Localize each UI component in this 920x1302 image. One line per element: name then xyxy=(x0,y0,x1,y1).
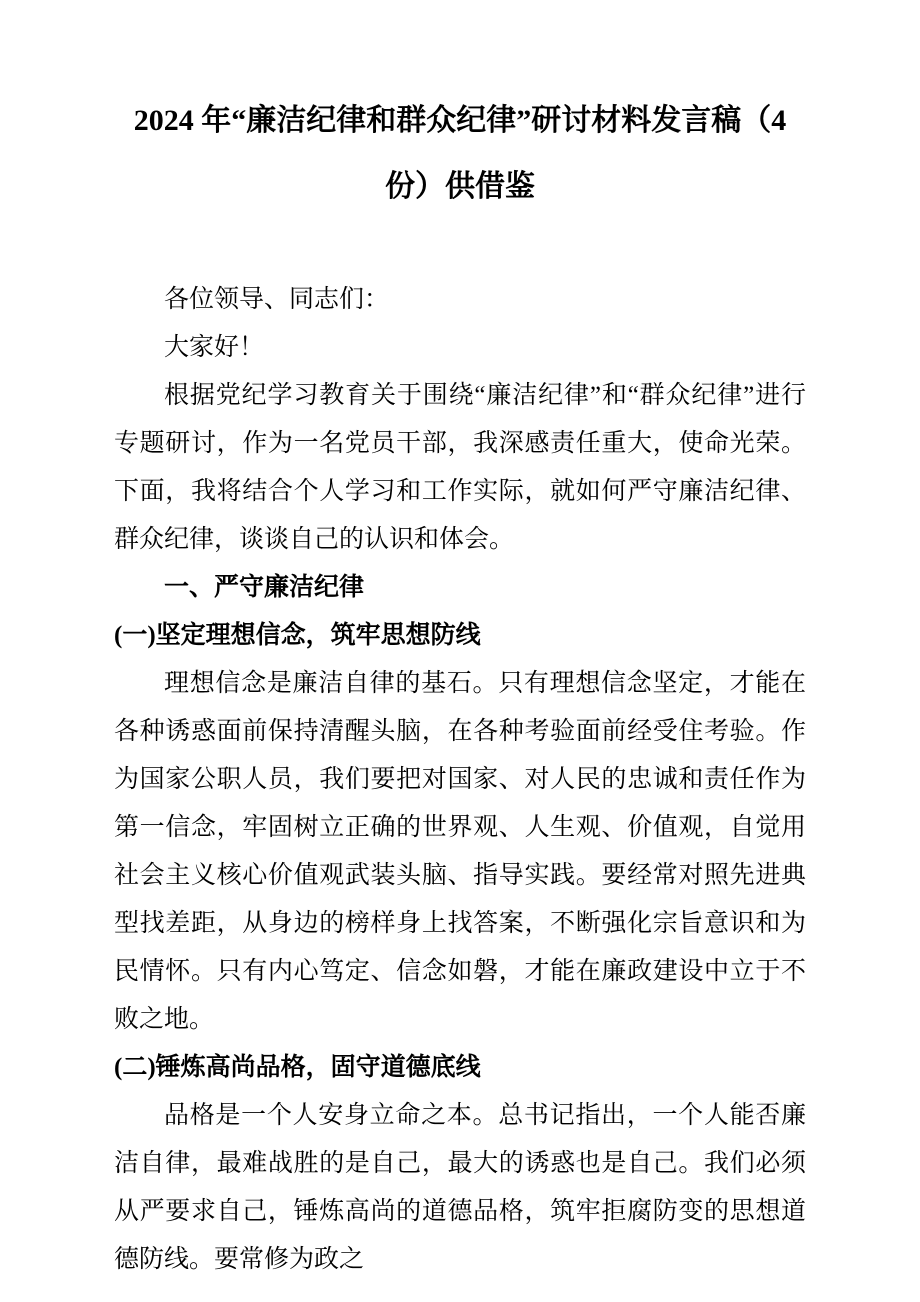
section-heading: (一)坚定理想信念，筑牢思想防线 xyxy=(114,622,481,649)
paragraph: 品格是一个人安身立命之本。总书记指出，一个人能否廉洁自律，最难战胜的是自己，最大的诱惑也是自己。我们必须从严要求自己，锤炼高尚的道德品格，筑牢拒腐防变的思想道德防线。要常修为政之 xyxy=(114,1102,806,1273)
document-title: 2024 年“廉洁纪律和群众纪律”研讨材料发言稿（4 份）供借鉴 xyxy=(133,104,787,203)
section-heading: (二)锤炼高尚品格，固守道德底线 xyxy=(114,1054,481,1081)
document-body xyxy=(114,276,806,1284)
paragraph: 各位领导、同志们： xyxy=(164,286,390,313)
paragraph: 理想信念是廉洁自律的基石。只有理想信念坚定，才能在各种诱惑面前保持清醒头脑，在各种考验面前经受住考验。作为国家公职人员，我们要把对国家、对人民的忠诚和责任作为第一信念，牢固树立正确的世界观、人生观、价值观，自觉用社会主义核心价值观武装头脑、指导实践。要经常对照先进典型找差距，从身边的榜样身上找答案，不断强化宗旨意识和为民情怀。只有内心笃定、信念如磐，才能在廉政建设中立于不败之地。 xyxy=(114,670,806,1033)
section-heading: 一、严守廉洁纪律 xyxy=(164,574,365,601)
paragraph: 大家好！ xyxy=(164,334,265,361)
paragraph: 根据党纪学习教育关于围绕“廉洁纪律”和“群众纪律”进行专题研讨，作为一名党员干部，我深感责任重大，使命光荣。下面，我将结合个人学习和工作实际，就如何严守廉洁纪律、群众纪律，谈谈自己的认识和体会。 xyxy=(114,382,806,553)
